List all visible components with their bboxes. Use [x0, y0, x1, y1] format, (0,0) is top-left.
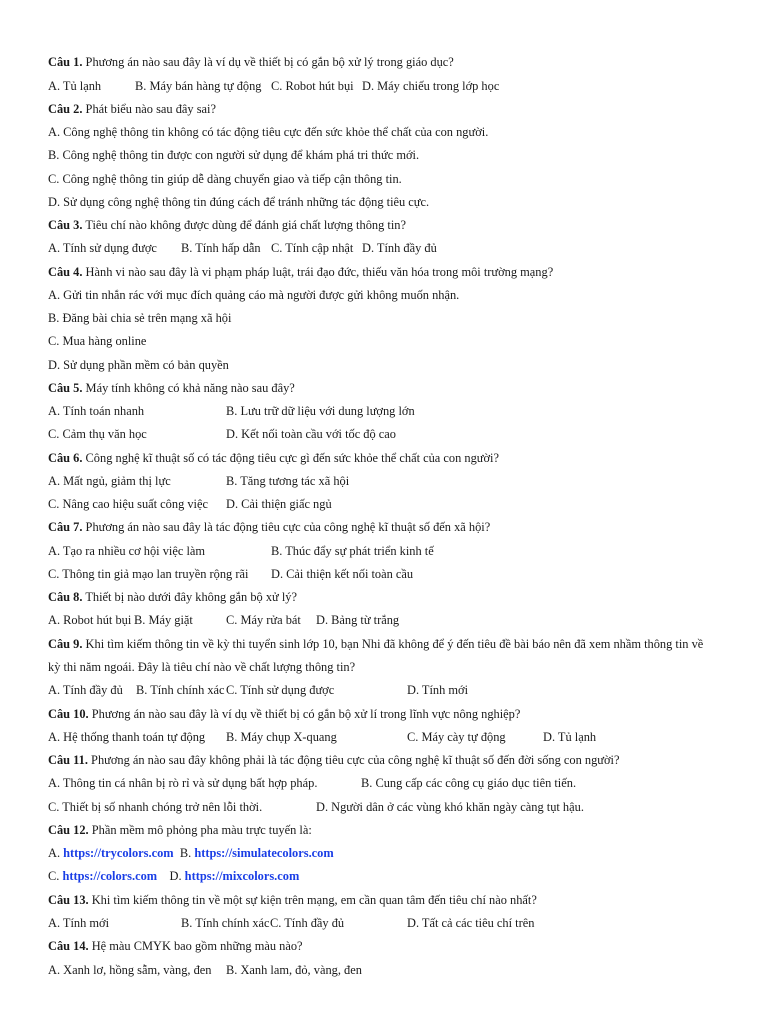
question-label: Câu 3. [48, 218, 83, 232]
question-text: Công nghệ kĩ thuật số có tác động tiêu cực gì đến sức khỏe thể chất của con người? [85, 451, 499, 465]
question-4 [48, 262, 553, 282]
question-label: Câu 4. [48, 265, 83, 279]
option-a: A. Tủ lạnh [48, 79, 102, 93]
option-d: D. Kết nối toàn cầu với tốc độ cao [226, 427, 396, 441]
question-label: Câu 1. [48, 55, 83, 69]
option-a: A. Tính đầy đủ [48, 683, 123, 697]
option-d: D. Tính đầy đủ [362, 241, 437, 255]
question-14 [48, 936, 303, 956]
question-text: Khi tìm kiếm thông tin về kỳ thi tuyển sinh lớp 10, bạn Nhi đã không để ý đến tiêu đề bài báo nên đã xem nhầm thông tin về [85, 637, 704, 651]
question-text: Phương án nào sau đây là tác động tiêu cực của công nghệ kĩ thuật số đến xã hội? [85, 520, 491, 534]
question-1 [48, 52, 454, 72]
simulatecolors-link[interactable]: https://simulatecolors.com [194, 846, 334, 860]
question-label: Câu 2. [48, 102, 83, 116]
option-a: A. Gửi tin nhắn rác với mục đích quảng cáo mà người được gửi không muốn nhận. [48, 288, 460, 302]
option-letter: D. [169, 869, 182, 883]
option-c: C. Máy cày tự động [407, 730, 506, 744]
question-text: Máy tính không có khả năng nào sau đây? [85, 381, 295, 395]
question-label: Câu 7. [48, 520, 83, 534]
question-label: Câu 12. [48, 823, 89, 837]
option-b: B. Máy giặt [134, 613, 193, 627]
trycolors-link[interactable]: https://trycolors.com [63, 846, 174, 860]
option-c: C. Công nghệ thông tin giúp dễ dàng chuyển giao và tiếp cận thông tin. [48, 172, 402, 186]
option-d: D. Cải thiện kết nối toàn cầu [271, 567, 414, 581]
question-text: Thiết bị nào dưới đây không gắn bộ xử lý? [85, 590, 297, 604]
option-a: A. Tạo ra nhiều cơ hội việc làm [48, 544, 206, 558]
question-label: Câu 6. [48, 451, 83, 465]
option-d: D. Sử dụng phần mềm có bản quyền [48, 358, 229, 372]
option-d: D. Tính mới [407, 683, 469, 697]
option-b: B. Cung cấp các công cụ giáo dục tiên tiến. [361, 776, 577, 790]
option-b: B. Máy chụp X-quang [226, 730, 337, 744]
colors-link[interactable]: https://colors.com [62, 869, 158, 883]
option-a: A. Tính sử dụng được [48, 241, 157, 255]
option-b: B. Máy bán hàng tự động [135, 79, 262, 93]
question-label: Câu 5. [48, 381, 83, 395]
option-d: D. Máy chiếu trong lớp học [362, 79, 500, 93]
option-letter: C. [48, 869, 60, 883]
option-b: B. Lưu trữ dữ liệu với dung lượng lớn [226, 404, 415, 418]
option-c: C. Nâng cao hiệu suất công việc [48, 497, 208, 511]
option-a: A. Xanh lơ, hồng sẫm, vàng, đen [48, 963, 212, 977]
question-3 [48, 215, 406, 235]
question-13 [48, 890, 537, 910]
question-text: Hệ màu CMYK bao gồm những màu nào? [91, 939, 303, 953]
question-text: Phát biểu nào sau đây sai? [85, 102, 216, 116]
question-5 [48, 378, 295, 398]
option-a: A. Tính mới [48, 916, 110, 930]
question-label: Câu 14. [48, 939, 89, 953]
options-row [48, 866, 299, 886]
option-b: B. Tính chính xác [181, 916, 270, 930]
question-6 [48, 448, 499, 468]
option-c: C. Máy rửa bát [226, 613, 301, 627]
question-9 [48, 634, 703, 654]
question-8 [48, 587, 297, 607]
mixcolors-link[interactable]: https://mixcolors.com [184, 869, 300, 883]
option-b: B. Tính chính xác [136, 683, 225, 697]
option-a: A. Hệ thống thanh toán tự động [48, 730, 206, 744]
question-7 [48, 517, 490, 537]
option-d: D. Cải thiện giấc ngủ [226, 497, 332, 511]
option-b: B. Công nghệ thông tin được con người sử dụng để khám phá tri thức mới. [48, 148, 420, 162]
question-text: Phương án nào sau đây không phải là tác động tiêu cực của công nghệ kĩ thuật số đến đời sống con người? [91, 753, 620, 767]
option-c: C. Tính sử dụng được [226, 683, 335, 697]
option-b: B. Tính hấp dẫn [181, 241, 261, 255]
question-label: Câu 8. [48, 590, 83, 604]
option-b: B. Thúc đẩy sự phát triển kinh tế [271, 544, 434, 558]
option-d: D. Bảng từ trắng [316, 613, 400, 627]
question-2 [48, 99, 216, 119]
option-a: A. Thông tin cá nhân bị rò rỉ và sử dụng bất hợp pháp. [48, 776, 318, 790]
question-10 [48, 704, 520, 724]
option-a: A. Công nghệ thông tin không có tác động tiêu cực đến sức khỏe thể chất của con người. [48, 125, 489, 139]
question-text-continued: kỳ thi năm ngoái. Đây là tiêu chí nào về chất lượng thông tin? [48, 660, 356, 674]
question-12 [48, 820, 312, 840]
question-label: Câu 9. [48, 637, 83, 651]
option-b: B. Tăng tương tác xã hội [226, 474, 350, 488]
option-c: C. Robot hút bụi [271, 79, 354, 93]
option-c: C. Cảm thụ văn học [48, 427, 147, 441]
option-b: B. Xanh lam, đỏ, vàng, đen [226, 963, 362, 977]
options-row [48, 843, 334, 863]
option-d: D. Tủ lạnh [543, 730, 597, 744]
option-a: A. Tính toán nhanh [48, 404, 145, 418]
option-letter: B. [179, 846, 192, 860]
option-b: B. Đăng bài chia sẻ trên mạng xã hội [48, 311, 232, 325]
option-a: A. Mất ngủ, giảm thị lực [48, 474, 171, 488]
option-d: D. Người dân ở các vùng khó khăn ngày càng tụt hậu. [316, 800, 584, 814]
question-text: Phương án nào sau đây là ví dụ về thiết bị có gắn bộ xử lý trong giáo dục? [85, 55, 454, 69]
option-c: C. Tính cập nhật [271, 241, 354, 255]
question-text: Khi tìm kiếm thông tin về một sự kiện trên mạng, em cần quan tâm đến tiêu chí nào nhất? [91, 893, 537, 907]
question-text: Phần mềm mô phỏng pha màu trực tuyến là: [91, 823, 312, 837]
option-c: C. Mua hàng online [48, 334, 147, 348]
question-label: Câu 10. [48, 707, 89, 721]
option-c: C. Tính đầy đủ [270, 916, 345, 930]
option-d: D. Sử dụng công nghệ thông tin đúng cách để tránh những tác động tiêu cực. [48, 195, 430, 209]
option-c: C. Thiết bị số nhanh chóng trở nên lỗi thời. [48, 800, 263, 814]
option-a: A. Robot hút bụi [48, 613, 132, 627]
question-text: Hành vi nào sau đây là vi phạm pháp luật, trái đạo đức, thiếu văn hóa trong môi trường mạng? [85, 265, 554, 279]
question-text: Phương án nào sau đây là ví dụ về thiết bị có gắn bộ xử lí trong lĩnh vực nông nghiệp? [91, 707, 521, 721]
question-label: Câu 11. [48, 753, 88, 767]
question-label: Câu 13. [48, 893, 89, 907]
question-text: Tiêu chí nào không được dùng để đánh giá chất lượng thông tin? [85, 218, 406, 232]
option-letter: A. [48, 846, 61, 860]
question-11 [48, 750, 619, 770]
option-c: C. Thông tin giả mạo lan truyền rộng rãi [48, 567, 249, 581]
option-d: D. Tất cả các tiêu chí trên [407, 916, 535, 930]
